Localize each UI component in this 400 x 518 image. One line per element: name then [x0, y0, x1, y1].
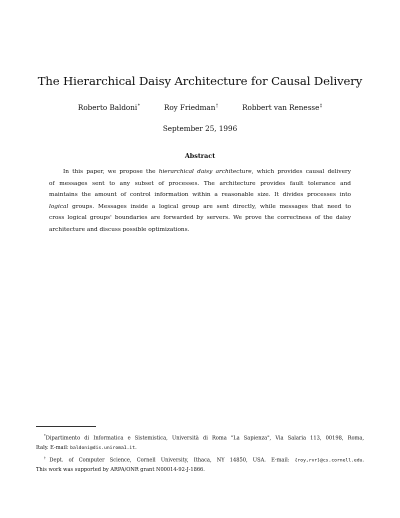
abstract-line: cross logical groups' boundaries are forwarded by servers. We prove the correctness of the daisy [49, 215, 351, 221]
author-footnote-mark: * [137, 104, 140, 109]
footnote-text: . [362, 457, 364, 464]
abstract-text: , which provides causal delivery [251, 169, 352, 175]
abstract-line: maintains the amount of control information within a reasonable size. It divides processes into [49, 192, 351, 198]
footnote-text: . [135, 445, 137, 452]
author-name: Roberto Baldoni [77, 103, 138, 112]
author-name: Roy Friedman [163, 103, 216, 112]
footnote-1-line [36, 432, 364, 444]
abstract-body [49, 167, 351, 236]
abstract-line: architecture and discuss possible optimizations. [49, 226, 190, 233]
footnote-1-line [36, 444, 364, 454]
author-footnote-mark: ‡ [319, 104, 323, 109]
author-footnote-mark: † [215, 104, 219, 109]
abstract-emphasis: hierarchical daisy architecture [158, 169, 252, 175]
author-friedman [164, 103, 218, 112]
author-baldoni [78, 103, 140, 112]
author-van-renesse [242, 103, 322, 112]
abstract-line: of messages sent to any subset of processes. The architecture provides fault tolerance and [49, 180, 351, 187]
author-name: Robbert van Renesse [242, 103, 320, 112]
footnote-text: Dipartimento di Informatica e Sistemistica, Università di Roma "La Sapienza", Via Salaria 113, 00198, Roma, [45, 435, 364, 442]
paper-title: The Hierarchical Daisy Architecture for Causal Delivery [37, 74, 363, 88]
footnote-divider [36, 426, 96, 427]
abstract-line [49, 167, 351, 179]
abstract-text: groups. Messages inside a logical group are sent directly, while messages that need to [68, 203, 351, 210]
abstract-heading: Abstract [184, 152, 216, 160]
email-address[interactable]: {roy,rvr}@cs.cornell.edu [294, 458, 363, 464]
footnote-mark: † [44, 455, 50, 460]
footnote-mark: * [44, 434, 46, 438]
author-list [0, 103, 400, 112]
email-address[interactable]: baldoni@dis.uniroma1.it [70, 446, 136, 452]
footnote-text: Dept. of Computer Science, Cornell University, Ithaca, NY 14850, USA. E-mail: [49, 457, 295, 464]
footnote-2-line: This work was supported by ARPA/ONR grant N00014-92-J-1866. [36, 466, 205, 473]
footnote-text: Italy. E-mail: [36, 445, 71, 452]
abstract-line [49, 202, 351, 214]
abstract-text: In this paper, we propose the [63, 169, 159, 175]
paper-date: September 25, 1996 [162, 124, 238, 133]
footnotes [36, 432, 364, 475]
footnote-2-line [36, 454, 364, 466]
abstract-emphasis: logical [49, 203, 69, 210]
